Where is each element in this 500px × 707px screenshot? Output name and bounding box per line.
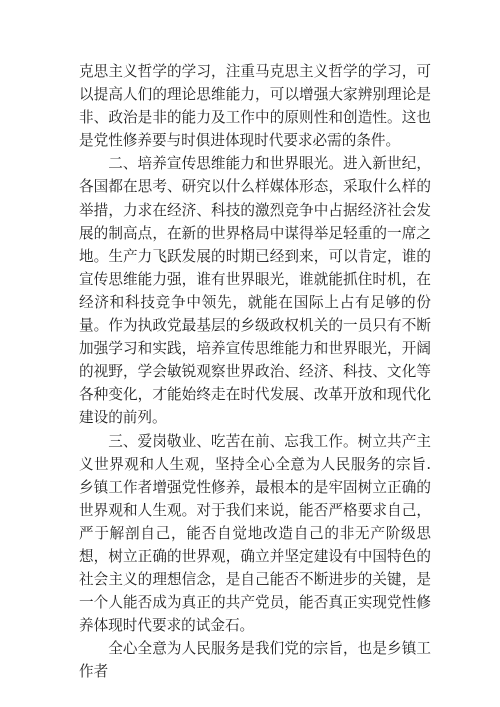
paragraph-section-two: 二、培养宣传思维能力和世界眼光。进入新世纪，各国都在思考、研究以什么样媒体形态，采取什么样的举措，力求在经济、科技的激烈竞争中占据经济社会发展的制高点，在新的世界格局中谋得举足轻重的一席之地。生产力飞跃发展的时期已经到来，可以肯定，谁的宣传思维能力强，谁有世界眼光，谁就能抓住时机，在经济和科技竞争中领先，就能在国际上占有足够的份量。作为执政党最基层的乡级政权机关的一员只有不断加强学习和实践，培养宣传思维能力和世界眼光，开阔的视野，学会敏锐观察世界政治、经济、科技、文化等各种变化，才能始终走在时代发展、改革开放和现代化建设的前列。	[79, 155, 431, 427]
paragraph-continuation: 克思主义哲学的学习，注重马克思主义哲学的学习，可以提高人们的理论思维能力，可以增强大家辨别理论是非、政治是非的能力及工作中的原则性和创造性。这也是党性修养要与时俱进体现时代要求必需的条件。	[79, 63, 431, 150]
document-body	[79, 60, 431, 684]
paragraph-service-purpose: 全心全意为人民服务是我们党的宗旨，也是乡镇工作者	[79, 640, 431, 681]
paragraph-section-three: 三、爱岗敬业、吃苦在前、忘我工作。树立共产主义世界观和人生观，坚持全心全意为人民服务的宗旨.乡镇工作者增强党性修养，最根本的是牢固树立正确的世界观和人生观。对于我们来说，能否严格要求自己，严于解剖自己，能否自觉地改造自己的非无产阶级思想，树立正确的世界观，确立并坚定建设有中国特色的社会主义的理想信念，是自己能否不断进步的关键，是一个人能否成为真正的共产党员，能否真正实现党性修养体现时代要求的试金石。	[79, 432, 431, 635]
